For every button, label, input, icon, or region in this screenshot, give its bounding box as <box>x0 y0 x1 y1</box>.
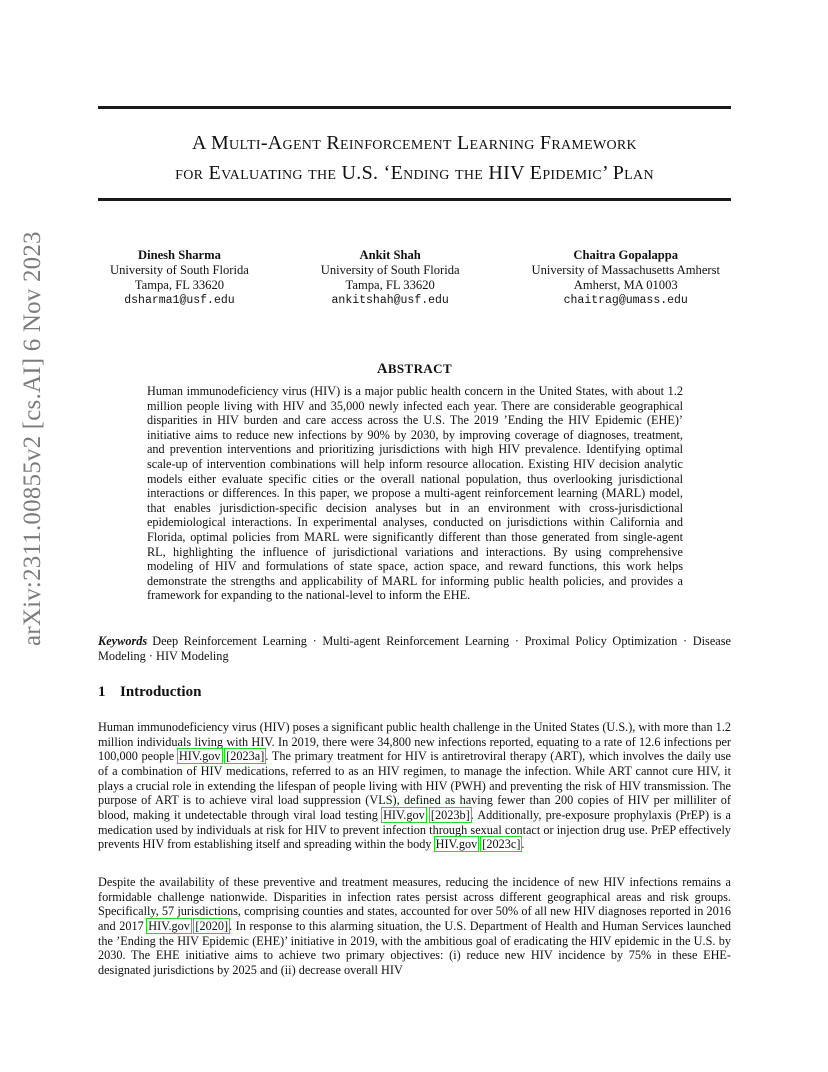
abstract-heading-rest: BSTRACT <box>387 361 453 376</box>
abstract-text: Human immunodeficiency virus (HIV) is a major public health concern in the United States, with about 1.2 million people living with HIV and 35,000 newly infected each year. There are considerable geographical disparities in HIV burden and care access across the U.S. The 2019 ’Ending the HIV Epidemic (EHE)’ initiative aims to reduce new infections by 90% by 2030, by improving coverage of diagnoses, treatment, and prevention interventions and prioritizing jurisdictions with high HIV prevalence. Identifying optimal scale-up of intervention combinations will help inform resource allocation. Existing HIV decision analytic models either evaluate specific cities or the overall national population, thus overlooking jurisdictional interactions or differences. In this paper, we propose a multi-agent reinforcement learning (MARL) model, that enables jurisdiction-specific decision analyses but in an environment with cross-jurisdictional epidemiological interactions. In experimental analyses, conducted on jurisdictions within California and Florida, optimal policies from MARL were significantly different than those generated from single-agent RL, highlighting the influence of jurisdictional variations and interactions. By using comprehensive modeling of HIV and formulations of state space, action space, and reward functions, this work helps demonstrate the strengths and applicability of MARL for informing public health policies, and provides a framework for expanding to the national-level to inform the EHE. <box>147 384 683 603</box>
citation-link[interactable]: HIV.gov <box>148 918 190 933</box>
citation-link[interactable]: [2023b] <box>430 807 470 822</box>
paragraph-text: Human immunodeficiency virus (HIV) poses a significant public health challenge in the United States (U.S.), with more than 1.2 million individuals living with HIV. In 2019, there were 34,800 new infections reported, equating to a rate of 12.6 infections per 100,000 people <box>98 720 731 764</box>
title-top-rule <box>98 106 731 109</box>
author-name: Ankit Shah <box>359 248 421 262</box>
author-address: Amherst, MA 01003 <box>573 278 678 292</box>
author-email[interactable]: dsharma1@usf.edu <box>124 294 235 307</box>
author-email[interactable]: ankitshah@usf.edu <box>331 294 449 307</box>
citation-link[interactable]: [2023a] <box>226 749 265 764</box>
author-3 <box>531 248 720 308</box>
citation-link[interactable]: HIV.gov <box>383 807 425 822</box>
author-email[interactable]: chaitrag@umass.edu <box>563 294 688 307</box>
citation-link[interactable]: HIV.gov <box>435 837 478 852</box>
abstract-heading-initial: A <box>376 361 388 377</box>
intro-paragraph-2 <box>98 875 731 978</box>
author-name: Dinesh Sharma <box>137 248 221 262</box>
arxiv-identifier: arXiv:2311.00855v2 [cs.AI] 6 Nov 2023 <box>19 231 46 646</box>
author-2 <box>321 248 460 308</box>
arxiv-sidebar <box>13 231 57 646</box>
section-title: Introduction <box>120 684 202 700</box>
title-line-2: for Evaluating the U.S. ‘Ending the HIV Epidemic’ Plan <box>175 162 654 184</box>
paragraph-text: . In response to this alarming situation, the U.S. Department of Health and Human Services launched the ’Ending the HIV Epidemic (EHE)’ initiative in 2019, with the ambitious goal of eradicating the HIV epidemic in the U.S. by 2030. The EHE initiative aims to achieve two primary objectives: (i) reduce new HIV incidence by 75% in these EHE-designated jurisdictions by 2025 and (ii) decrease overall HIV <box>98 918 732 977</box>
intro-paragraph-1 <box>98 720 731 852</box>
section-heading-introduction <box>98 684 201 701</box>
citation-link[interactable]: HIV.gov <box>178 749 221 764</box>
paper-title <box>98 128 731 188</box>
author-name: Chaitra Gopalappa <box>573 248 679 262</box>
paragraph-text: . The primary treatment for HIV is antiretroviral therapy (ART), which involves the daily use of a combination of HIV medications, referred to as an HIV regimen, to manage the infection. While ART cannot cure HIV, it plays a crucial role in extending the lifespan of people living with HIV (PWH) and preventing the risk of HIV transmission. The purpose of ART is to achieve viral load suppression (VLS), defined as having fewer than 200 copies of HIV per milliliter of blood, making it undetectable through viral load testing <box>98 749 731 822</box>
author-1 <box>110 248 249 308</box>
citation-link[interactable]: [2023c] <box>482 837 521 852</box>
author-address: Tampa, FL 33620 <box>345 278 435 292</box>
paragraph-text: . <box>521 837 525 852</box>
author-address: Tampa, FL 33620 <box>134 278 225 292</box>
author-affiliation: University of Massachusetts Amherst <box>531 263 720 277</box>
paragraph-text: Despite the availability of these preventive and treatment measures, reducing the incidence of new HIV infections remains a formidable challenge nationwide. Disparities in infection rates persist across different geographical areas and risk groups. Specifically, 57 jurisdictions, comprising counties and states, accounted for over 50% of all new HIV diagnoses reported in 2016 and 2017 <box>98 875 731 933</box>
section-number: 1 <box>98 684 106 700</box>
author-affiliation: University of South Florida <box>320 263 460 277</box>
keywords-line <box>98 634 731 664</box>
author-block <box>110 248 720 308</box>
author-affiliation: University of South Florida <box>110 263 249 277</box>
title-line-1: A Multi-Agent Reinforcement Learning Framework <box>192 132 637 154</box>
citation-link[interactable]: [2020] <box>195 918 229 933</box>
abstract-heading <box>98 361 731 378</box>
keywords-label: Keywords <box>98 634 148 648</box>
keywords-text: Deep Reinforcement Learning · Multi-agent Reinforcement Learning · Proximal Policy Optimization · Disease Modeling · HIV Modeling <box>98 634 731 663</box>
title-bottom-rule <box>98 198 731 201</box>
paragraph-text: . Additionally, pre-exposure prophylaxis (PrEP) is a medication used by individuals at risk for HIV to prevent infection through sexual contact or injection drug use. PrEP effectively prevents HIV from establishing itself and spreading within the body <box>98 807 731 852</box>
